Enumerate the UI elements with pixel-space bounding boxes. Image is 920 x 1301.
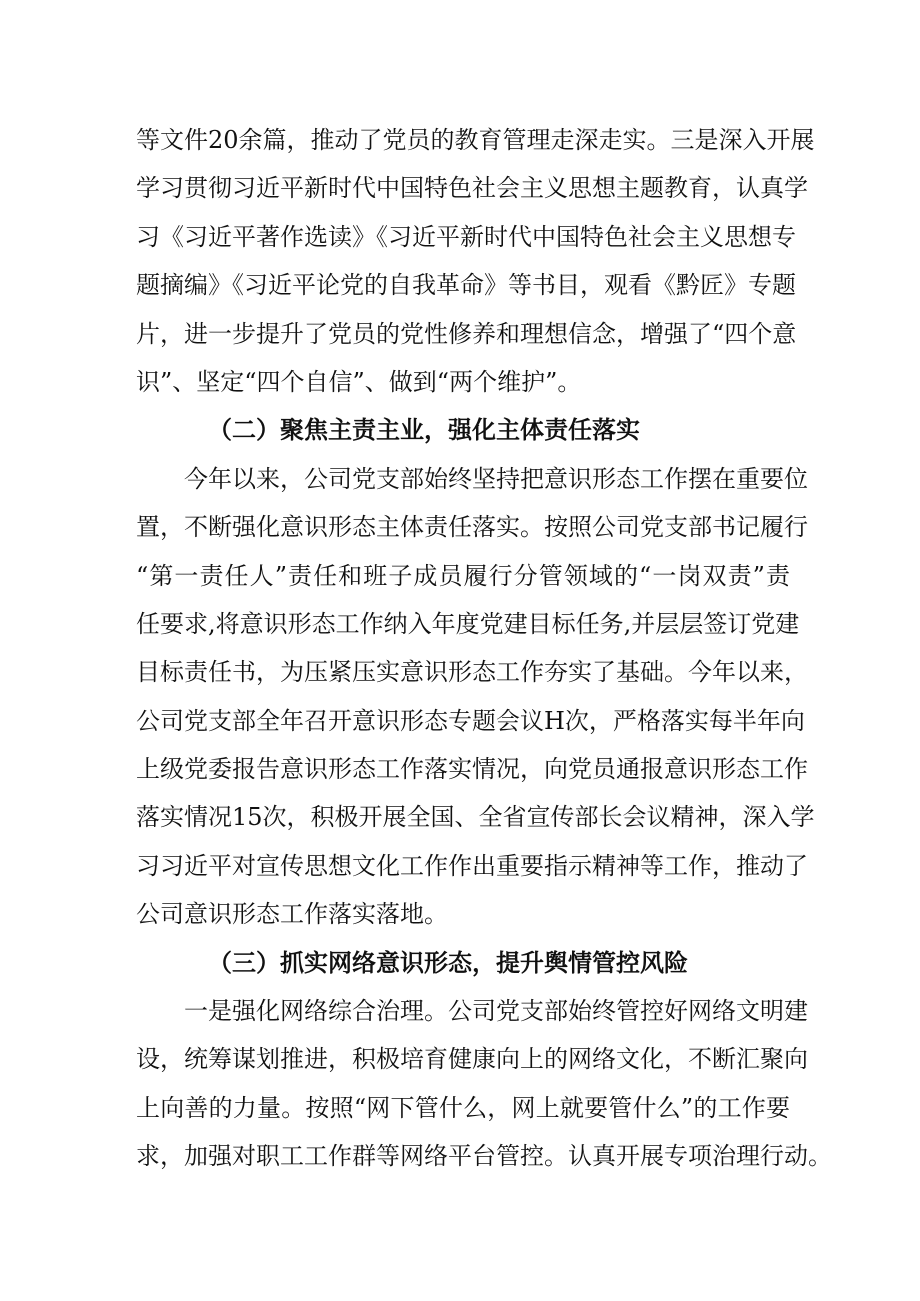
paragraph-line: 题摘编》《习近平论党的自我革命》等书目，观看《黔匠》专题 <box>136 271 796 300</box>
paragraph-line: 今年以来，公司党支部始终坚持把意识形态工作摆在重要位 <box>184 464 808 493</box>
paragraph-line: 习《习近平著作选读》《习近平新时代中国特色社会主义思想专 <box>136 222 796 251</box>
paragraph-line: 等文件20余篇，推动了党员的教育管理走深走实。三是深入开展 <box>136 126 815 154</box>
paragraph-line: 一是强化网络综合治理。公司党支部始终管控好网络文明建 <box>184 997 808 1026</box>
paragraph-line: 置，不断强化意识形态主体责任落实。按照公司党支部书记履行 <box>136 513 808 542</box>
paragraph-line: 求，加强对职工工作群等网络平台管控。认真开展专项治理行动。 <box>136 1142 832 1171</box>
paragraph-line: 目标责任书，为压紧压实意识形态工作夯实了基础。今年以来， <box>136 658 808 687</box>
paragraph-line: 识”、坚定“四个自信”、做到“两个维护”。 <box>136 367 582 396</box>
section-heading-3: （三）抓实网络意识形态，提升舆情管控风险 <box>208 948 688 977</box>
paragraph-line: 设，统筹谋划推进，积极培育健康向上的网络文化，不断汇聚向 <box>136 1045 808 1074</box>
section-heading-2: （二）聚焦主责主业，强化主体责任落实 <box>208 416 640 445</box>
paragraph-line: 学习贯彻习近平新时代中国特色社会主义思想主题教育，认真学 <box>136 174 808 203</box>
paragraph-line: 上向善的力量。按照“网下管什么，网上就要管什么”的工作要 <box>136 1093 790 1122</box>
paragraph-line: 习习近平对宣传思想文化工作作出重要指示精神等工作，推动了 <box>136 851 808 880</box>
paragraph-line: “第一责任人”责任和班子成员履行分管领域的“一岗双责”责 <box>136 561 790 590</box>
paragraph-line: 片，进一步提升了党员的党性修养和理想信念，增强了“四个意 <box>136 319 797 348</box>
paragraph-line: 公司党支部全年召开意识形态专题会议H次，严格落实每半年向 <box>136 706 805 735</box>
paragraph-line: 任要求,将意识形态工作纳入年度党建目标任务,并层层签订党建 <box>136 609 800 638</box>
paragraph-line: 落实情况15次，积极开展全国、全省宣传部长会议精神，深入学 <box>136 803 815 832</box>
document-body <box>136 116 832 1181</box>
paragraph-line: 上级党委报告意识形态工作落实情况，向党员通报意识形态工作 <box>136 755 808 784</box>
paragraph-line: 公司意识形态工作落实落地。 <box>136 900 448 929</box>
